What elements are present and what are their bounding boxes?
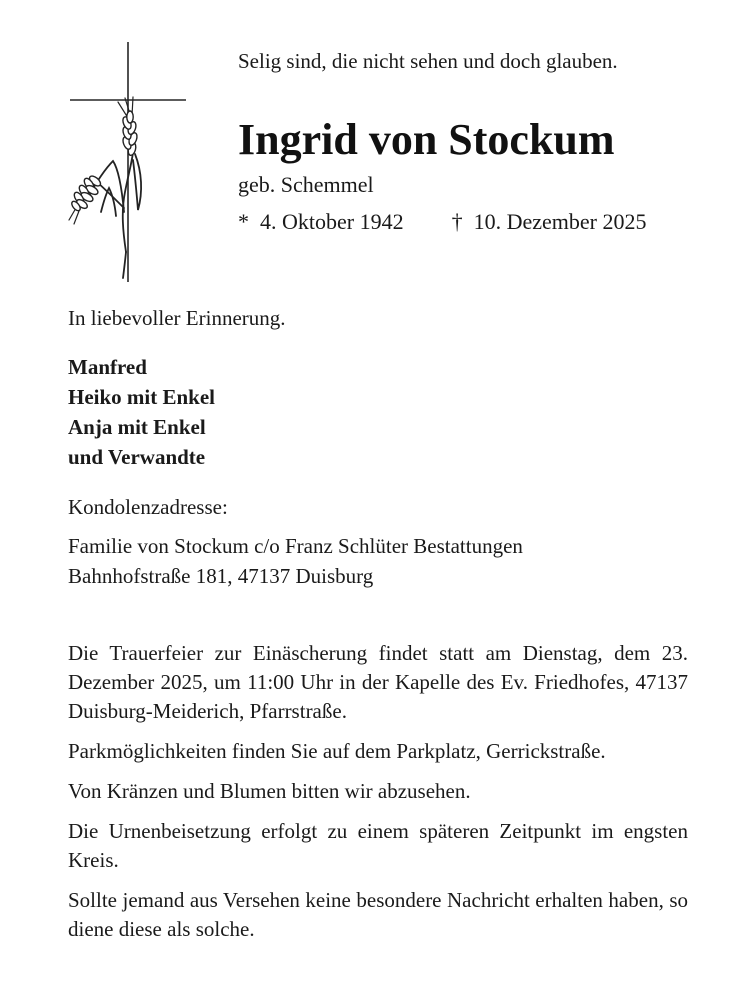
birth-date: 4. Oktober 1942 <box>260 209 404 234</box>
mourner-name: Anja mit Enkel <box>68 415 206 439</box>
wheat-ear-upright <box>121 111 138 156</box>
wheat-stalks <box>88 152 141 278</box>
condolence-address-label: Kondolenzadresse: <box>68 495 228 519</box>
birth-date-group <box>238 207 404 237</box>
mourners-list <box>68 352 688 472</box>
header-text-block <box>238 0 688 237</box>
born-symbol: * <box>238 209 249 234</box>
urn-burial-paragraph: Die Urnenbeisetzung erfolgt zu einem späteren Zeitpunkt im engsten Kreis. <box>68 819 688 872</box>
memorial-line: In liebevoller Erinnerung. <box>68 306 286 330</box>
condolence-address-line: Familie von Stockum c/o Franz Schlüter Bestattungen <box>68 534 523 558</box>
no-flowers-paragraph: Von Kränzen und Blumen bitten wir abzusehen. <box>68 779 471 803</box>
life-dates <box>238 207 688 237</box>
notice-body <box>68 303 688 944</box>
mourner-name: und Verwandte <box>68 445 206 469</box>
deceased-name: Ingrid von Stockum <box>238 115 615 164</box>
mourner-name: Heiko mit Enkel <box>68 385 216 409</box>
maiden-name: geb. Schemmel <box>238 172 374 197</box>
mourner-name: Manfred <box>68 355 147 379</box>
notice-header <box>68 0 688 273</box>
death-date-group <box>452 207 647 237</box>
funeral-service-paragraph: Die Trauerfeier zur Einäscherung findet statt am Dienstag, dem 23. Dezember 2025, um 11:00 Uhr in der Kapelle des Ev. Friedhofes, 47137 Duisburg-Meiderich, Pfarrstraße. <box>68 641 688 723</box>
notification-paragraph: Sollte jemand aus Versehen keine besondere Nachricht erhalten haben, so diene diese als solche. <box>68 888 688 941</box>
parking-paragraph: Parkmöglichkeiten finden Sie auf dem Parkplatz, Gerrickstraße. <box>68 739 606 763</box>
epitaph-quote: Selig sind, die nicht sehen und doch glauben. <box>238 49 618 73</box>
wheat-ear-drooping <box>70 174 102 212</box>
died-cross-symbol: † <box>451 209 463 234</box>
death-date: 10. Dezember 2025 <box>473 209 647 234</box>
cross-with-wheat-icon <box>68 40 190 284</box>
condolence-address-line: Bahnhofstraße 181, 47137 Duisburg <box>68 564 374 588</box>
condolence-address <box>68 531 688 591</box>
